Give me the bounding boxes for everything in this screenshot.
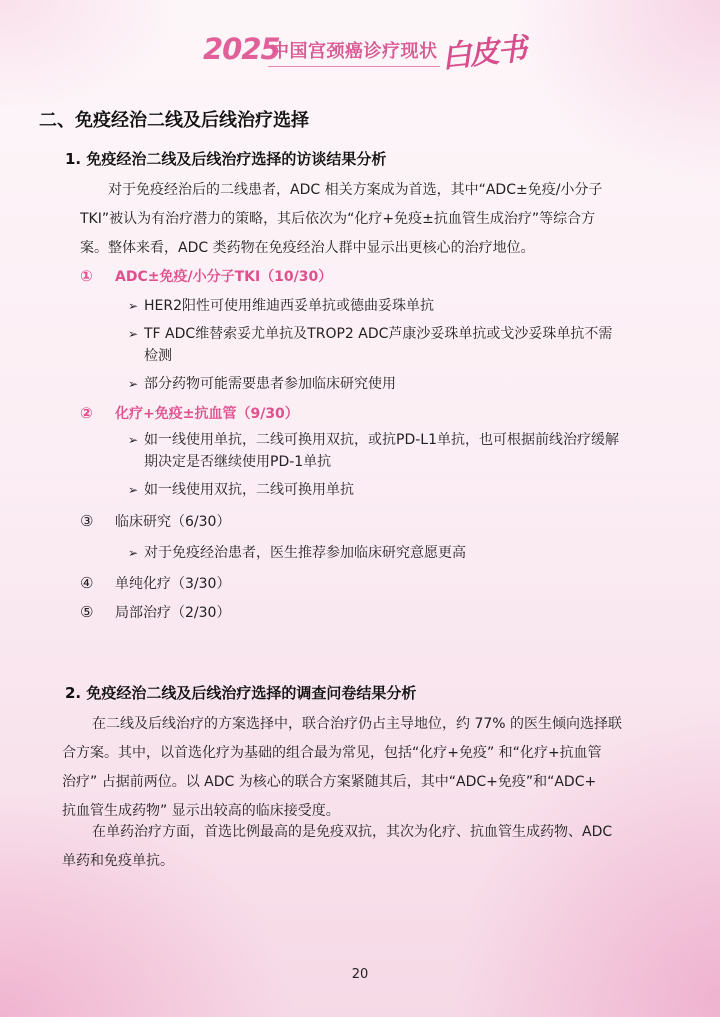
part1-paragraph [80,176,602,263]
arrow-bullet-icon: ➢ [128,299,139,313]
bullet-item: ➢ 部分药物可能需要患者参加临床研究使用 [128,373,658,395]
part2-paragraph-1 [62,710,622,826]
option-5 [80,602,230,622]
option-2 [80,403,299,423]
arrow-bullet-icon: ➢ [128,546,139,560]
bullet-item: ➢ TF ADC维替索妥尤单抗及TROP2 ADC芦康沙妥珠单抗或戈沙妥珠单抗不需 检测 [128,323,658,367]
part2-heading: 2. 免疫经治二线及后线治疗选择的调查问卷结果分析 [65,684,417,702]
header-topic: 中国宫颈癌诊疗现状 [271,41,438,62]
paragraph-line: TKI”被认为有治疗潜力的策略，其后依次为“化疗+免疫±抗血管生成治疗”等综合方 [80,211,596,227]
paragraph-line: 在二线及后线治疗的方案选择中，联合治疗仍占主导地位，约 77% 的医生倾向选择联 [92,716,623,732]
option-number: ⑤ [80,603,94,621]
paragraph-line: 对于免疫经治后的二线患者，ADC 相关方案成为首选，其中“ADC±免疫/小分子 [108,182,603,198]
option-label: 临床研究（6/30） [115,514,231,530]
option-label: 局部治疗（2/30） [115,605,231,621]
section-title: 二、免疫经治二线及后线治疗选择 [39,110,309,131]
page-number: 20 [351,967,369,982]
header-banner [0,26,720,76]
arrow-bullet-icon: ➢ [128,377,139,391]
option-number: ③ [80,512,94,530]
option-3 [80,511,230,531]
paragraph-line: 抗血管生成药物” 显示出较高的临床接受度。 [62,803,340,819]
arrow-bullet-icon: ➢ [128,433,139,447]
bullet-item: ➢ 对于免疫经治患者，医生推荐参加临床研究意愿更高 [128,542,658,564]
paragraph-line: 案。整体来看，ADC 类药物在免疫经治人群中显示出更核心的治疗地位。 [80,240,535,256]
bullet-item: ➢ 如一线使用单抗，二线可换用双抗，或抗PD-L1单抗，也可根据前线治疗缓解 期决定是否继续使用PD-1单抗 [128,429,658,473]
header-year: 2025 [203,32,280,66]
bullet-item: ➢ 如一线使用双抗，二线可换用单抗 [128,479,658,501]
option-label: 单纯化疗（3/30） [115,576,231,592]
option-label: ADC±免疫/小分子TKI（10/30） [115,269,333,285]
part1-heading: 1. 免疫经治二线及后线治疗选择的访谈结果分析 [65,150,387,168]
option-number: ② [80,404,93,422]
paragraph-line: 单药和免疫单抗。 [62,853,174,869]
paragraph-line: 在单药治疗方面，首选比例最高的是免疫双抗，其次为化疗、抗血管生成药物、ADC [92,824,613,840]
paragraph-line: 治疗” 占据前两位。以 ADC 为核心的联合方案紧随其后，其中“ADC+免疫”和“ADC+ [62,774,597,790]
part2-paragraph-2 [62,818,612,876]
option-1 [80,266,332,286]
header-whitepaper: 白皮书 [439,31,527,76]
option-number: ① [80,267,93,285]
arrow-bullet-icon: ➢ [128,483,139,497]
option-number: ④ [80,574,94,592]
bullet-item: ➢ HER2阳性可使用维迪西妥单抗或德曲妥珠单抗 [128,295,658,317]
arrow-bullet-icon: ➢ [128,327,139,341]
paragraph-line: 合方案。其中，以首选化疗为基础的组合最为常见，包括“化疗+免疫” 和“化疗+抗血管 [62,745,602,761]
option-4 [80,573,230,593]
header-underline [268,66,440,67]
option-label: 化疗+免疫±抗血管（9/30） [115,406,299,422]
